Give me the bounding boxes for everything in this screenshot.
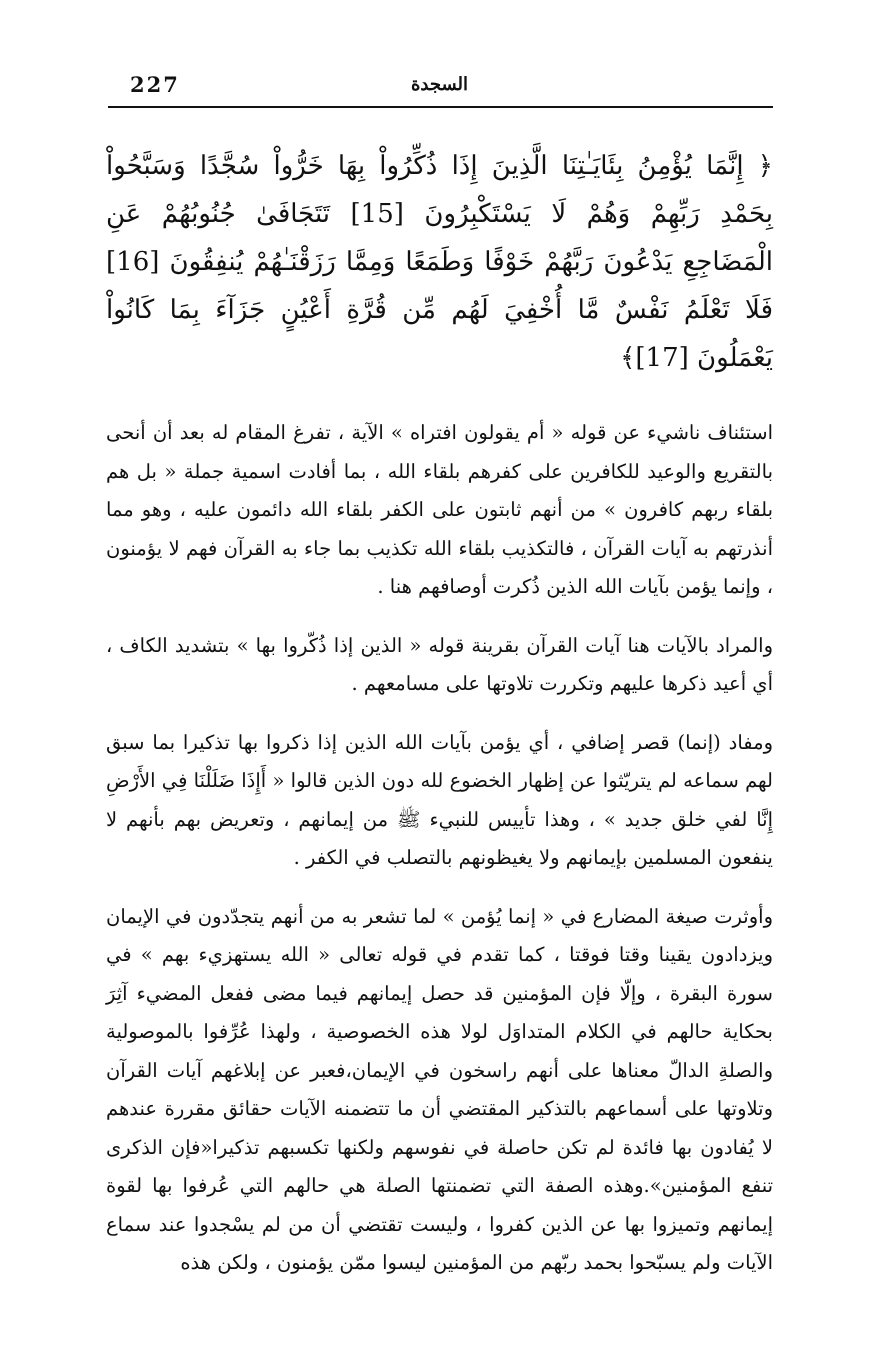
paragraph-1: استئناف ناشيء عن قوله « أم يقولون افتراه » الآية ، تفرغ المقام له بعد أن أنحى بالتقريع والوعيد للكافرين على كفرهم بلقاء الله ، بما أفادت اسمية جملة « بل هم بلقاء ربهم كافرون » من أنهم ثابتون على الكفر بلقاء الله دائمون عليه ، وهو مما أنذرتهم به آيات القرآن ، فالتكذيب بلقاء الله تكذيب بما جاء به القرآن فهم لا يؤمنون ، وإنما يؤمن بآيات الله الذين ذُكرت أوصافهم هنا . <box>106 421 773 598</box>
page-body <box>106 142 773 1303</box>
paragraph-2: والمراد بالآيات هنا آيات القرآن بقرينة قوله « الذين إذا ذُكّروا بها » بتشديد الكاف ، أي أعيد ذكرها عليهم وتكررت تلاوتها على مسامعهم . <box>106 633 773 695</box>
paragraph-3: ومفاد (إنما) قصر إضافي ، أي يؤمن بآيات الله الذين إذا ذكروا بها تذكيرا بما سبق لهم سماعه لم يتريّثوا عن إظهار الخضوع لله دون الذين قالوا « أَإِذَا ضَلَلْنَا فِي الأَرْضِ إِنَّا لفي خلق جديد » ، وهذا تأييس للنبيء ﷺ من إيمانهم ، وتعريض بهم بأنهم لا ينفعون المسلمين بإيمانهم ولا يغيظونهم بالتصلب في الكفر . <box>106 730 773 869</box>
page-number: 227 <box>130 72 180 97</box>
surah-title: السجدة <box>410 74 469 95</box>
quran-verse: ﴿ إِنَّمَا يُؤْمِنُ بِئَايَـٰتِنَا الَّذِينَ إِذَا ذُكِّرُواْ بِهَا خَرُّواْ سُجَّدًا وَسَبَّحُواْ بِحَمْدِ رَبِّهِمْ وَهُمْ لَا يَسْتَكْبِرُونَ [15] تَتَجَافَىٰ جُنُوبُهُمْ عَنِ الْمَضَاجِعِ يَدْعُونَ رَبَّهُمْ خَوْفًا وَطَمَعًا وَمِمَّا رَزَقْنَـٰهُمْ يُنفِقُونَ [16] فَلَا تَعْلَمُ نَفْسٌ مَّا أُخْفِيَ لَهُم مِّن قُرَّةِ أَعْيُنٍ جَزَآءَ بِمَا كَانُواْ يَعْمَلُونَ [17]﴾ <box>106 151 773 373</box>
page-header <box>108 68 771 104</box>
paragraph-4: وأوثرت صيغة المضارع في « إنما يُؤمن » لما تشعر به من أنهم يتجدّدون في الإيمان ويزدادون يقينا وقتا فوقتا ، كما تقدم في قوله تعالى « الله يستهزيء بهم » في سورة البقرة ، وإلّا فإن المؤمنين قد حصل إيمانهم فيما مضى ففعل المضيء آثِرَ بحكاية حالهم في الكلام المتداوَل لولا هذه الخصوصية ، ولهذا عُرِّفوا بالموصولية والصلةِ الدالّ معناها على أنهم راسخون في الإيمان،فعبر عن إبلاغهم آيات القرآن وتلاوتها على أسماعهم بالتذكير المقتضي أن ما تتضمنه الآيات حقائق مقررة عندهم لا يُفادون بها فائدة لم تكن حاصلة في نفوسهم ولكنها تكسبهم تذكيرا«فإن الذكرى تنفع المؤمنين».وهذه الصفة التي تضمنتها الصلة هي حالهم التي عُرفوا بها لقوة إيمانهم وتميزوا بها عن الذين كفروا ، وليست تقتضي أن من لم يسْجدوا عند سماع الآيات ولم يسبّحوا بحمد ربّهم من المؤمنين ليسوا ممّن يؤمنون ، ولكن هذه <box>106 904 773 1274</box>
header-divider <box>108 106 773 108</box>
